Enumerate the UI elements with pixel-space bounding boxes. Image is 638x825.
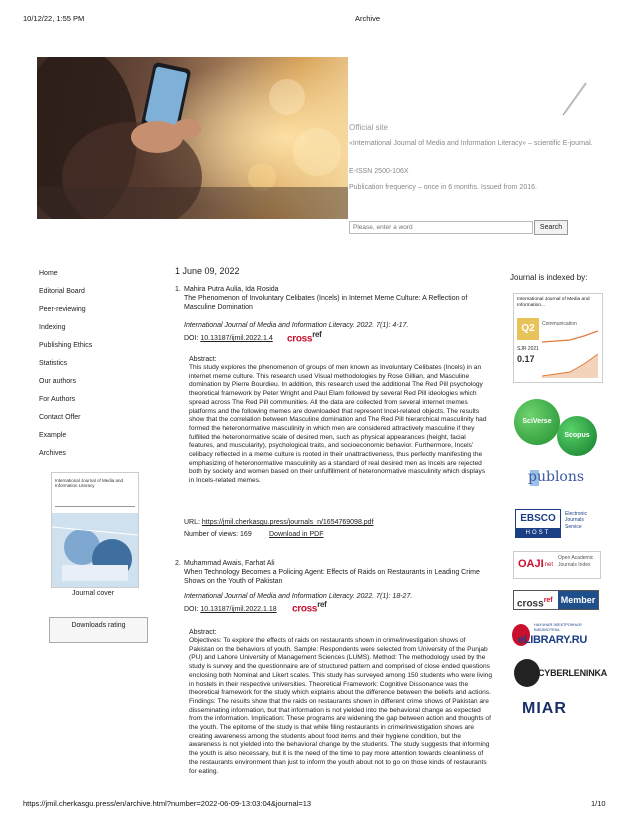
cyberleninka-head-icon <box>514 659 540 687</box>
article-2-doi-link[interactable]: 10.13187/ijmil.2022.1.18 <box>200 606 277 613</box>
miar-logo[interactable]: MIAR <box>522 700 567 717</box>
nav-our-authors[interactable]: Our authors <box>39 378 76 385</box>
article-1-number: 1. <box>175 286 181 293</box>
article-2-crossref-ref: ref <box>317 600 327 609</box>
crossref-member-label: Member <box>558 591 598 609</box>
scopus-logo[interactable]: Scopus <box>557 416 597 456</box>
article-1-crossref-cross: cross <box>287 333 313 345</box>
nav-contact-offer[interactable]: Contact Offer <box>39 414 81 421</box>
article-1-journal: International Journal of Media and Information Literacy. 2022. 7(1): 4-17. <box>184 322 409 329</box>
ebsco-sub: Electronic Journals Service <box>565 511 587 530</box>
pen-icon <box>560 80 590 121</box>
article-1-abstract: This study explores the phenomenon of groups of men known as Involuntary Celibates (Incels) in an internet meme culture. This research used Visual methodologies by Rose Gillian, and Masculine domination by Pierre Bourdieu. In addition, this research used the additional The Red Pill psychology theoretical framework by Peter Wright and Paul Elam followed by several Red Pill ideologies which spread across The Red Pill communities. All the data are collected from several internet memes platforms and the following memes are downloaded that represent Incel-related objects. The results show that the correlation between Masculine domination and The Red Pill hierarchical masculinity had formed the heteronormative masculinity in which men are considered attractively masculine if they fulfilled the heteronormative scale of desired men, such as physical appearances (height, facial features, and muscularity), psychological traits, and socioeconomic behavior. Furthermore, Incels' celibacy reflected in a meme culture is rooted in their unattractiveness, thus perfectly manifesting the emphasizing of heteronormative masculinity as a standard of real desired men as Incels are rejected both by society and women based on their unfulfillment of heteronormative masculinity which displays in Incels-related memes. <box>189 364 487 485</box>
article-2-title[interactable]: When Technology Becomes a Policing Agent: Effects of Raids on Restaurants in Leading Crime Shows on the Youth of Pakistan <box>184 569 480 586</box>
article-2-doi-row <box>184 606 277 613</box>
article-1-authors: Mahira Putra Aulia, Ida Rosida <box>184 286 279 293</box>
downloads-rating-label: Downloads rating <box>71 622 126 629</box>
nav-home[interactable]: Home <box>39 270 58 277</box>
cyberleninka-logo[interactable] <box>514 659 608 687</box>
print-page-number: 1/10 <box>591 799 606 808</box>
article-1-doi-label: DOI: <box>184 335 199 342</box>
scimago-chart-icon <box>542 350 598 378</box>
nav-example[interactable]: Example <box>39 432 67 439</box>
article-2-journal: International Journal of Media and Information Literacy. 2022. 7(1): 18-27. <box>184 593 413 600</box>
article-2-crossref-cross: cross <box>292 603 318 615</box>
indexed-heading: Journal is indexed by: <box>510 273 588 282</box>
cyberleninka-name: CYBERLENINKA <box>538 668 608 678</box>
nav-for-authors[interactable]: For Authors <box>39 396 76 403</box>
crossref-member-logo[interactable] <box>513 590 599 610</box>
article-1-doi-link[interactable]: 10.13187/ijmil.2022.1.4 <box>200 335 273 342</box>
article-2-crossref-logo[interactable] <box>292 600 327 614</box>
scimago-field: Communication <box>542 321 577 327</box>
article-2-abstract: Objectives: To explore the effects of raids on restaurants shown in crime/investigation shows of Pakistan on the behaviors of youth. Sample: Respondents were selected from University of the Punjab (PU) and Lahore University of Management Sciences (LUMS). Method: The methodology used by the study is survey and the questionnaire are of structured pattern and comprised of close ended questions enclosing both Nominal and Likert scales. This study has surveyed among 150 students who were living in hostels in their respective universities. Theoretical Framework: Cognitive Dissonance was the theoretical framework for the study which explains about the difference between the beliefs and actions. Findings: The results show that the raids on restaurants shown in different crime shows of Pakistan are disseminating information, but that information is not yielded into the behavioral change as expected from the information. Implication: These programs are widening the gap between action and thoughts of the youth. The epitome of the study is that while filing restaurants in crime/investigation shows are creating awareness among the students about food items and their hygiene condition, but the awareness is not yielded into the behavioral change by the students. The study suggests that informing the youth is also necessary, but it is the need of the time to pay more attention towards cleanliness of the restaurants environment than just to inform the youth about not to go on those kinds of restaurants for eating. <box>189 637 492 775</box>
ebsco-logo[interactable] <box>515 509 598 539</box>
oaji-name: OAJI <box>518 558 544 570</box>
oaji-sub: Open Academic Journals Index <box>558 555 594 568</box>
crossref-member-cross: cross <box>517 598 544 610</box>
journal-cover-image[interactable] <box>51 472 139 588</box>
article-1-crossref-ref: ref <box>312 330 322 339</box>
scimago-journal-title: International Journal of Media and Information... <box>517 297 590 308</box>
nav-archives[interactable]: Archives <box>39 450 66 457</box>
article-1-url-row <box>184 518 374 527</box>
elibrary-name: eLIBRARY.RU <box>518 634 588 646</box>
ebsco-name: EBSCO <box>515 509 561 529</box>
site-info-heading: Official site <box>349 123 388 132</box>
crossref-member-ref: ref <box>543 597 553 604</box>
scimago-value: 0.17 <box>517 354 535 364</box>
scimago-quartile: Q2 <box>517 318 539 340</box>
oaji-suffix: .net <box>543 562 554 568</box>
nav-publishing-ethics[interactable]: Publishing Ethics <box>39 342 93 349</box>
search-input[interactable] <box>349 221 533 234</box>
search-button[interactable]: Search <box>534 220 568 235</box>
site-info-description: «International Journal of Media and Information Literacy» – scientific E-journal. <box>349 140 593 147</box>
issue-heading: 1 June 09, 2022 <box>175 266 240 276</box>
print-url: https://jmil.cherkasgu.press/en/archive.html?number=2022-06-09-13:03:04&journal=13 <box>23 799 312 808</box>
article-1-views-row <box>184 530 252 539</box>
nav-indexing[interactable]: Indexing <box>39 324 66 331</box>
nav-editorial-board[interactable]: Editorial Board <box>39 288 85 295</box>
scimago-trend-icon <box>542 328 598 344</box>
scimago-badge: SJR 2021 <box>517 346 539 352</box>
elibrary-logo[interactable] <box>512 622 602 650</box>
article-1-doi-row <box>184 335 273 342</box>
site-info-eissn: E-ISSN 2500-106X <box>349 168 409 175</box>
journal-cover-caption: Journal cover <box>72 590 115 597</box>
article-2-abstract-label: Abstract: <box>189 629 217 636</box>
article-1-views-label: Number of views: <box>184 531 239 538</box>
hero-image <box>37 57 348 219</box>
nav-peer-reviewing[interactable]: Peer-reviewing <box>39 306 86 313</box>
article-2-doi-label: DOI: <box>184 606 199 613</box>
sciverse-logo[interactable]: SciVerse <box>514 399 560 445</box>
site-info-frequency: Publication frequency – once in 6 months. Issued from 2016. <box>349 184 537 191</box>
nav-statistics[interactable]: Statistics <box>39 360 68 367</box>
ebsco-host: HOST <box>515 529 561 538</box>
print-title: Archive <box>355 14 381 23</box>
publons-logo[interactable]: publons <box>528 469 585 485</box>
downloads-rating-button[interactable] <box>49 617 148 643</box>
article-1-abstract-label: Abstract: <box>189 356 217 363</box>
article-1-views-count: 169 <box>240 531 252 538</box>
article-1-download-pdf-link[interactable]: Download in PDF <box>269 531 324 538</box>
article-2-authors: Muhammad Awais, Farhat Ali <box>184 560 275 567</box>
scimago-widget[interactable] <box>513 293 603 383</box>
article-1-title[interactable]: The Phenomenon of Involuntary Celibates (Incels) in Internet Meme Culture: A Reflection of Masculine Domination <box>184 295 468 312</box>
article-1-url-label: URL: <box>184 519 200 526</box>
journal-cover-title: International Journal of Media and Information Literacy <box>55 478 135 507</box>
elibrary-top-text: НАУЧНАЯ ЭЛЕКТРОННАЯ БИБЛИОТЕКА <box>534 623 582 632</box>
oaji-logo[interactable] <box>513 551 601 579</box>
article-1-url-link[interactable]: https://jmil.cherkasgu.press/journals_n/1654769098.pdf <box>201 519 374 526</box>
article-1-crossref-logo[interactable] <box>287 330 322 344</box>
article-2-number: 2. <box>175 560 181 567</box>
print-datetime: 10/12/22, 1:55 PM <box>23 14 85 23</box>
